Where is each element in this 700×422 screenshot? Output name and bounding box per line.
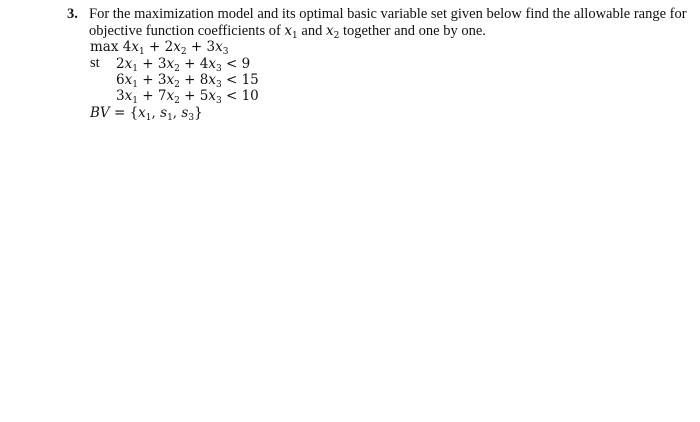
var-x1: $x_1$ (284, 23, 298, 41)
problem-text-line-2: objective function coefficients of $x_1$ and $x_2$ together and one by one. (89, 23, 486, 41)
problem-text-line-1: For the maximization model and its optimal basic variable set given below find the allowable range for (89, 6, 687, 22)
constraint-1: $2x_1 + 3x_2 + 4x_3 < 9$ (116, 56, 251, 74)
basic-variable-set: BV = {$x_1$, $s_1$, $s_3$} (90, 105, 203, 123)
constraint-3: $3x_1 + 7x_2 + 5x_3 < 10$ (116, 88, 259, 106)
objective-function: $\max 4x_1 + 2x_2 + 3x_3$ (90, 39, 229, 57)
problem-line-1 (67, 6, 687, 23)
subject-to-label: st (90, 55, 100, 71)
max-keyword: max (90, 39, 119, 55)
constraint-2: $6x_1 + 3x_2 + 8x_3 < 15$ (116, 72, 259, 90)
problem-line-2 (67, 23, 687, 40)
problem-number: 3. (67, 6, 78, 22)
bv-label: BV (90, 105, 110, 121)
problem-statement (67, 6, 687, 40)
var-x2: $x_2$ (325, 23, 340, 41)
